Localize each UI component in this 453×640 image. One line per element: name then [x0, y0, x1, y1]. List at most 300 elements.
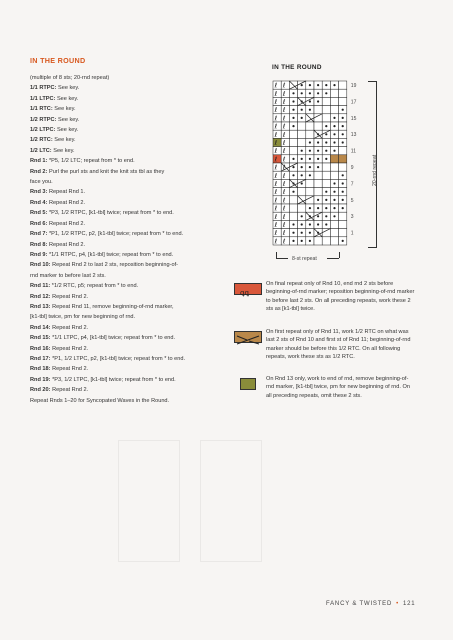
purl-dot [325, 150, 327, 152]
purl-dot [292, 117, 294, 119]
purl-dot [309, 174, 311, 176]
chart-cell [314, 179, 322, 187]
row-number: 17 [350, 99, 357, 106]
purl-dot [301, 150, 303, 152]
purl-dot [317, 92, 319, 94]
knit-tbl-symbol: ℓ [274, 155, 278, 164]
row-number: 5 [350, 197, 354, 204]
chart-cell [298, 204, 306, 212]
row-number: 7 [350, 181, 354, 188]
purl-dot [292, 125, 294, 127]
purl-dot [333, 84, 335, 86]
purl-dot [342, 117, 344, 119]
purl-dot [317, 199, 319, 201]
knit-tbl-symbol: ℓ [282, 147, 286, 156]
knit-tbl-symbol: ℓ [274, 196, 278, 205]
instruction-label: Rnd 1: [30, 158, 48, 165]
instruction-line [30, 156, 230, 166]
instruction-label: 1/1 LTPC: [30, 95, 56, 102]
instruction-line [30, 177, 230, 187]
chart-cell [339, 155, 347, 163]
instruction-label: Rnd 19: [30, 376, 51, 383]
knit-tbl-symbol: ℓ [274, 81, 278, 90]
knit-tbl-symbol: ℓ [282, 188, 286, 197]
purl-dot [333, 133, 335, 135]
purl-dot [333, 215, 335, 217]
purl-dot [342, 174, 344, 176]
instruction-label: Rnd 8: [30, 241, 48, 248]
knit-tbl-symbol: ℓ [274, 147, 278, 156]
purl-dot [309, 240, 311, 242]
instruction-line [30, 229, 230, 239]
knit-tbl-symbol: ℓ [274, 171, 278, 180]
chart-cell [339, 212, 347, 220]
instruction-text: *1/1 RTPC, p4, [k1-tbl] twice; repeat from * to end. [47, 251, 174, 258]
purl-dot [342, 191, 344, 193]
green-stitch-icon [240, 378, 256, 390]
chart-cell [330, 89, 338, 97]
footer-bullet: • [396, 601, 400, 607]
chart-cell [322, 106, 330, 114]
purl-dot [301, 232, 303, 234]
instruction-text: Repeat Rnds 1–20 for Syncopated Waves in the Round. [30, 397, 170, 404]
row-number: 11 [350, 148, 357, 155]
red-stitch-icon [234, 283, 262, 295]
instruction-text: rnd marker to before last 2 sts. [30, 272, 106, 279]
purl-dot [317, 141, 319, 143]
purl-dot [301, 158, 303, 160]
instruction-label: Rnd 20: [30, 387, 51, 394]
purl-dot [342, 240, 344, 242]
row-number: 19 [350, 83, 357, 89]
instruction-label: 1/2 LTC: [30, 147, 52, 154]
knit-tbl-symbol: ℓ [282, 237, 286, 246]
instruction-text: [k1-tbl] twice, pm for new beginning of rnd. [30, 314, 136, 321]
chart-cell [322, 171, 330, 179]
instruction-text: *P1, 1/2 RTPC, p2, [k1-tbl] twice; repeat from * to end. [47, 231, 184, 238]
instruction-label: Rnd 18: [30, 366, 51, 373]
instruction-text: (multiple of 8 sts; 20-rnd repeat) [30, 75, 110, 81]
instruction-text: face you. [30, 179, 53, 186]
knit-tbl-symbol: ℓ [274, 114, 278, 123]
chart-cell [289, 196, 297, 204]
instruction-text: See key. [52, 106, 76, 113]
instruction-label: Rnd 4: [30, 199, 48, 206]
purl-dot [325, 207, 327, 209]
instruction-line [30, 167, 230, 177]
knit-tbl-symbol: ℓ [282, 229, 286, 238]
purl-dot [342, 207, 344, 209]
instruction-label: 1/2 RTC: [30, 137, 53, 144]
purl-dot [301, 182, 303, 184]
chart-cell [289, 138, 297, 146]
knit-tbl-symbol: ℓ [282, 106, 286, 115]
instruction-label: Rnd 10: [30, 262, 51, 269]
purl-dot [325, 223, 327, 225]
instruction-label: Rnd 16: [30, 345, 51, 352]
instruction-text: See key. [56, 85, 80, 92]
knit-tbl-symbol: ℓ [282, 139, 286, 147]
knit-tbl-symbol: ℓ [282, 171, 286, 180]
purl-dot [309, 100, 311, 102]
instruction-text: Repeat Rnd 2. [47, 220, 86, 227]
row-number: 3 [350, 214, 354, 221]
instruction-label: 1/2 RTPC: [30, 116, 57, 123]
knit-tbl-symbol: ℓ [274, 212, 278, 221]
purl-dot [292, 232, 294, 234]
row-number: 9 [350, 165, 354, 171]
chart-cell [306, 196, 314, 204]
instruction-line [30, 344, 230, 354]
purl-dot [309, 109, 311, 111]
instruction-label: Rnd 13: [30, 303, 51, 310]
purl-dot [342, 141, 344, 143]
chart-cell [322, 114, 330, 122]
chart-cell [314, 237, 322, 245]
instruction-line [30, 385, 230, 395]
chart-cell [339, 81, 347, 89]
instruction-text: *1/2 RTC, p5; repeat from * to end. [50, 283, 139, 290]
knit-tbl-symbol: ℓ [274, 221, 278, 229]
instruction-text: Repeat Rnd 2. [47, 241, 86, 248]
instruction-label: Rnd 9: [30, 251, 48, 258]
chart-cell [289, 147, 297, 155]
instruction-label: 1/2 LTPC: [30, 127, 56, 134]
chart-cell [339, 147, 347, 155]
knit-tbl-symbol: ℓ [282, 130, 286, 139]
instruction-line [30, 364, 230, 374]
instruction-label: 1/1 RTPC: [30, 85, 57, 92]
chart-cell [306, 130, 314, 138]
chart-cell [298, 188, 306, 196]
instruction-line [30, 281, 230, 291]
show-through-grid [118, 440, 180, 562]
instruction-line [30, 354, 230, 364]
instruction-line [30, 208, 230, 218]
knit-tbl-symbol: ℓ [274, 122, 278, 131]
knit-tbl-symbol: ℓ [282, 89, 286, 98]
instruction-line [30, 375, 230, 385]
instruction-text: *1/1 LTPC, p4, [k1-tbl] twice; repeat from * to end. [50, 335, 176, 342]
purl-dot [333, 207, 335, 209]
purl-dot [292, 92, 294, 94]
purl-dot [325, 133, 327, 135]
instruction-line [30, 198, 230, 208]
instruction-label: Rnd 6: [30, 220, 48, 227]
purl-dot [317, 158, 319, 160]
purl-dot [292, 191, 294, 193]
instruction-text: Repeat Rnd 2. [50, 366, 89, 373]
knit-tbl-symbol: ℓ [282, 114, 286, 123]
instruction-text: Repeat Rnd 2. [47, 199, 86, 206]
instruction-text: See key. [52, 137, 76, 144]
chart-cell [330, 163, 338, 171]
purl-dot [309, 141, 311, 143]
repeat-bracket-right [327, 258, 339, 259]
repeat-bracket-left [276, 258, 288, 259]
purl-dot [301, 223, 303, 225]
knit-tbl-symbol: ℓ [274, 204, 278, 213]
knit-tbl-symbol: ℓ [282, 155, 286, 164]
purl-dot [292, 223, 294, 225]
chart-cell [330, 229, 338, 237]
instruction-label: Rnd 12: [30, 293, 51, 300]
row-number: 1 [350, 230, 354, 237]
knit-tbl-symbol: ℓ [282, 212, 286, 221]
chart-cell [306, 122, 314, 130]
purl-dot [325, 141, 327, 143]
section-title: IN THE ROUND [30, 56, 86, 65]
instruction-line [30, 396, 230, 406]
purl-dot [309, 166, 311, 168]
purl-dot [317, 100, 319, 102]
svg-text:ꝗꝗ: ꝗꝗ [240, 290, 249, 297]
purl-dot [325, 199, 327, 201]
instruction-label: Rnd 11: [30, 283, 51, 290]
purl-dot [333, 141, 335, 143]
knit-tbl-symbol: ℓ [282, 163, 286, 172]
chart-cell [339, 97, 347, 105]
knit-tbl-symbol: ℓ [274, 98, 278, 106]
instruction-line [30, 323, 230, 333]
instruction-label: Rnd 2: [30, 168, 48, 175]
instruction-line [30, 260, 230, 270]
knit-tbl-symbol: ℓ [282, 180, 286, 188]
instruction-line [30, 104, 230, 114]
purl-dot [342, 133, 344, 135]
instruction-line [30, 240, 230, 250]
instruction-lines [30, 73, 230, 406]
instruction-line [30, 146, 230, 156]
purl-dot [325, 158, 327, 160]
cable-cross-icon [235, 335, 261, 345]
purl-dot [325, 92, 327, 94]
knit-tbl-symbol: ℓ [274, 163, 278, 172]
instruction-text: Repeat Rnd 2. [50, 345, 89, 352]
instruction-line [30, 250, 230, 260]
instruction-text: Repeat Rnd 2. [50, 324, 89, 331]
instruction-text: See key. [51, 147, 75, 154]
round-repeat-label: 20-rnd repeat [372, 154, 378, 186]
instruction-line [30, 135, 230, 145]
purl-dot [309, 232, 311, 234]
knit-tbl-symbol: ℓ [274, 188, 278, 197]
purl-dot [309, 223, 311, 225]
chart-cell [289, 212, 297, 220]
instruction-text: *P5, 1/2 LTC; repeat from * to end. [47, 158, 135, 165]
instruction-label: Rnd 15: [30, 335, 51, 342]
instruction-text: Repeat Rnd 2 to last 2 sts, reposition beginning-of- [50, 262, 179, 269]
purl-dot [292, 166, 294, 168]
chart-cell [322, 229, 330, 237]
purl-dot [292, 100, 294, 102]
chart-cell [322, 97, 330, 105]
chart-cell [330, 171, 338, 179]
chart-cell [314, 106, 322, 114]
chart-cell [330, 220, 338, 228]
pattern-instructions [30, 56, 230, 406]
purl-dot [325, 215, 327, 217]
purl-dot [317, 84, 319, 86]
knit-tbl-symbol: ℓ [282, 196, 286, 205]
repeat-bracket-tick-right [339, 252, 340, 258]
chart-cell [314, 122, 322, 130]
purl-dot [325, 84, 327, 86]
instruction-text: *P1, 1/2 LTPC, p2, [k1-tbl] twice; repeat from * to end. [50, 355, 186, 362]
knitting-chart [272, 80, 432, 285]
instruction-text: Purl the purl sts and knit the knit sts tbl as they [47, 168, 165, 175]
purl-dot [333, 199, 335, 201]
instruction-text: See key. [56, 116, 80, 123]
knit-tbl-symbol: ℓ [282, 81, 286, 90]
chart-cell [330, 106, 338, 114]
page-number: 121 [403, 601, 416, 607]
purl-dot [309, 150, 311, 152]
chart-cell [339, 163, 347, 171]
note-rnd13: On Rnd 13 only, work to end of rnd, remove beginning-of-rnd marker, [k1-tbl] twice, pm for new beginning of rnd. On all preceding repeats, omit these 2 sts. [266, 376, 410, 399]
purl-dot [301, 117, 303, 119]
show-through-grid-2 [200, 440, 262, 562]
chart-cell [289, 130, 297, 138]
instruction-label: Rnd 17: [30, 355, 51, 362]
page-footer [326, 601, 415, 607]
chart-cell [314, 188, 322, 196]
purl-dot [325, 125, 327, 127]
purl-dot [301, 174, 303, 176]
purl-dot [342, 199, 344, 201]
instruction-line [30, 94, 230, 104]
purl-dot [333, 191, 335, 193]
chart-cell [289, 204, 297, 212]
purl-dot [342, 125, 344, 127]
knit-tbl-symbol: ℓ [274, 237, 278, 246]
knit-tbl-symbol: ℓ [274, 130, 278, 139]
instruction-label: Rnd 3: [30, 189, 48, 196]
stitch-repeat-label: 8-st repeat [292, 256, 317, 262]
instruction-line [30, 187, 230, 197]
chart-title: IN THE ROUND [272, 64, 322, 71]
instruction-text: Repeat Rnd 2. [50, 293, 89, 300]
instruction-line [30, 302, 230, 312]
chart-cell [306, 179, 314, 187]
chart-cell [339, 229, 347, 237]
chart-cell [339, 220, 347, 228]
instruction-line [30, 115, 230, 125]
note-rnd10: On final repeat only of Rnd 10, end rnd 2 sts before beginning-of-rnd marker; reposition beginning-of-rnd marker to before last 2 sts. On all preceding repeats, work these 2 sts as [k1-tbl] twice. [266, 281, 415, 313]
instruction-text: Repeat Rnd 1. [47, 189, 86, 196]
chart-cell [322, 179, 330, 187]
purl-dot [301, 92, 303, 94]
chart-grid [272, 80, 432, 280]
row-number: 15 [350, 115, 357, 122]
purl-dot [342, 182, 344, 184]
purl-dot [309, 158, 311, 160]
knit-tbl-symbol: ℓ [274, 106, 278, 115]
chart-cell [330, 97, 338, 105]
instruction-label: 1/1 RTC: [30, 106, 53, 113]
purl-dot [301, 109, 303, 111]
instruction-line [30, 292, 230, 302]
knit-tbl-symbol: ℓ [274, 139, 278, 147]
instruction-label: Rnd 7: [30, 231, 48, 238]
knit-tbl-symbol: ℓ [282, 122, 286, 131]
row-number: 13 [350, 132, 357, 139]
instruction-line [30, 219, 230, 229]
purl-dot [309, 92, 311, 94]
purl-dot [317, 223, 319, 225]
purl-dot [333, 182, 335, 184]
instruction-text: *P3, 1/2 LTPC, [k1-tbl] twice; repeat from * to end. [50, 376, 176, 383]
purl-dot [333, 117, 335, 119]
brown-cable-icon [234, 331, 262, 343]
instruction-line [30, 73, 230, 83]
chart-cell [314, 114, 322, 122]
instruction-line [30, 125, 230, 135]
chart-cell [314, 171, 322, 179]
purl-dot [292, 109, 294, 111]
chart-cell [322, 163, 330, 171]
purl-dot [309, 207, 311, 209]
purl-dot [301, 240, 303, 242]
chart-cell [330, 237, 338, 245]
knit-tbl-symbol: ℓ [274, 229, 278, 238]
repeat-bracket-tick-left [276, 252, 277, 258]
chart-cell [339, 89, 347, 97]
instruction-line [30, 271, 230, 281]
instruction-text: Repeat Rnd 2. [50, 387, 89, 394]
instruction-text: See key. [55, 95, 79, 102]
chart-cell [298, 130, 306, 138]
chart-cell [298, 122, 306, 130]
purl-dot [292, 174, 294, 176]
knit-tbl-symbol: ℓ [274, 89, 278, 98]
purl-dot [317, 207, 319, 209]
instruction-label: Rnd 5: [30, 210, 48, 217]
purl-dot [301, 166, 303, 168]
chart-cell [330, 155, 338, 163]
purl-dot [292, 158, 294, 160]
knit-tbl-symbol: ℓ [282, 221, 286, 229]
instruction-text: *P3, 1/2 RTPC, [k1-tbl] twice; repeat from * to end. [47, 210, 174, 217]
purl-dot [333, 125, 335, 127]
instruction-line [30, 312, 230, 322]
instruction-text: See key. [55, 127, 79, 134]
instruction-text: Repeat Rnd 11, remove beginning-of-rnd marker, [50, 303, 174, 310]
knit-tbl-symbol: ℓ [274, 180, 278, 188]
knit-tbl-symbol: ℓ [282, 98, 286, 106]
purl-dot [317, 150, 319, 152]
purl-dot [333, 150, 335, 152]
purl-dot [301, 215, 303, 217]
chart-cell [322, 237, 330, 245]
instruction-line [30, 83, 230, 93]
purl-dot [317, 215, 319, 217]
instruction-line [30, 333, 230, 343]
purl-dot [292, 240, 294, 242]
footer-section: FANCY & TWISTED [326, 601, 393, 607]
knit-tbl-symbol: ℓ [282, 204, 286, 213]
purl-dot [301, 84, 303, 86]
chart-cell [298, 138, 306, 146]
purl-dot [342, 109, 344, 111]
purl-dot [325, 191, 327, 193]
purl-dot [309, 84, 311, 86]
twisted-stitch-icon [235, 287, 261, 297]
chart-cell [306, 188, 314, 196]
instruction-label: Rnd 14: [30, 324, 51, 331]
purl-dot [317, 166, 319, 168]
note-rnd11: On first repeat only of Rnd 11, work 1/2 RTC on what was last 2 sts of Rnd 10 and first st of Rnd 11; beginning-of-rnd marker should be before this 1/2 RTC. On all following repeats, work these sts as 1/2 RTC. [266, 329, 411, 361]
